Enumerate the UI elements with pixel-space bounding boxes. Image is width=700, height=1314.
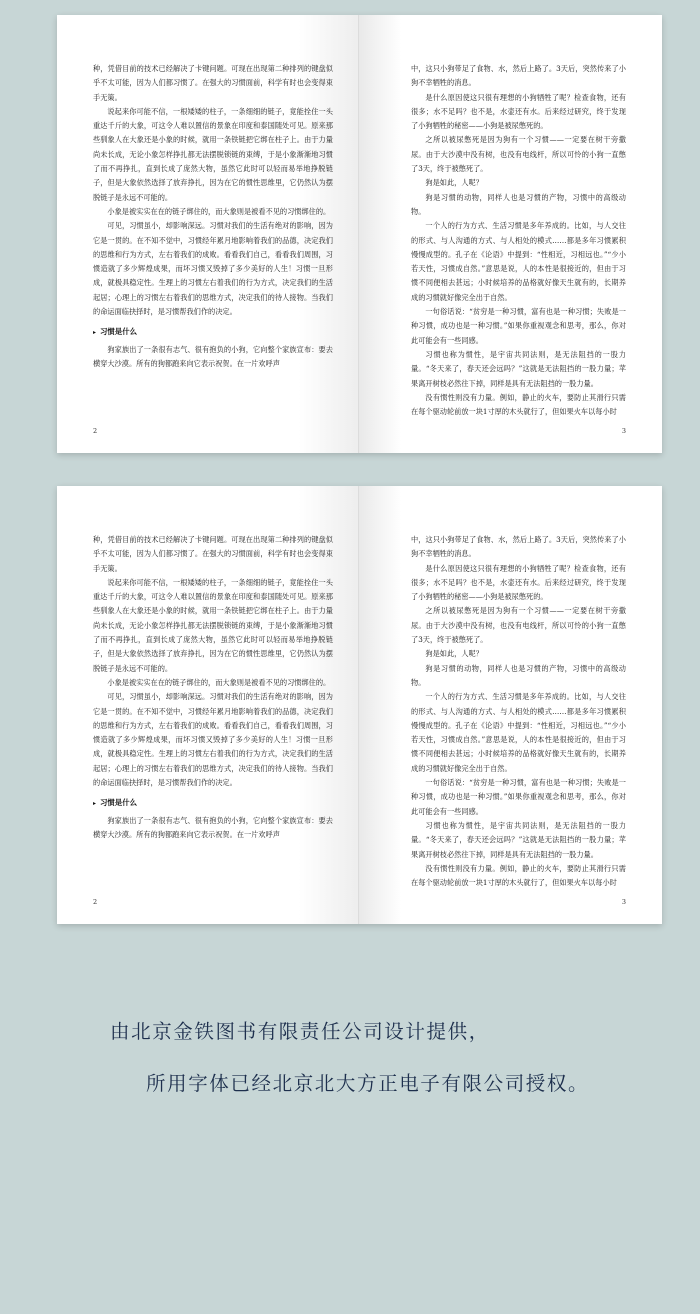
body-paragraph: 一句俗话说：“贫穷是一种习惯，富有也是一种习惯；失败是一种习惯，成功也是一种习惯。”如果你重视观念和思考，那么，你对此可能会有一些同感。 — [411, 778, 626, 816]
body-paragraph: 狗是习惯的动物，同样人也是习惯的产物，习惯中的高级动物。 — [411, 192, 626, 216]
left-page — [57, 486, 359, 924]
body-paragraph: 没有惯性则没有力量。例如，静止的火车，要防止其滑行只需在每个驱动轮前放一块1寸厚的木头就行了，但如果火车以每小时 — [411, 863, 626, 888]
page-number-left: 2 — [93, 427, 98, 435]
body-paragraph: 种，凭借目前的技术已经解决了卡键问题。可现在出现第二种排列的键盘似乎不太可能，因为人们都习惯了。在强大的习惯面前，科学有时也会变得束手无策。 — [93, 64, 333, 102]
left-page-body — [93, 62, 333, 319]
page-number-left: 2 — [93, 898, 98, 906]
body-paragraph: 说起来你可能不信，一根矮矮的柱子，一条细细的链子，竟能拴住一头重达千斤的大象，可这令人难以置信的景象在印度和泰国随处可见。原来那些驯象人在大象还是小象的时候，就用一条铁链把它绑在柱子上。由于力量尚未长成，无论小象怎样挣扎都无法摆脱锁链的束缚，于是小象渐渐地习惯了而不再挣扎，直到长成了庞然大物，虽然它此时可以轻而易举地挣脱链子，但是大象依然选择了放弃挣扎，因为在它的惯性思维里，它仍然认为摆脱链子是永远不可能的。 — [93, 577, 333, 673]
page-number-right: 3 — [621, 898, 626, 906]
body-paragraph: 小象是被实实在在的链子绑住的，而大象则是被看不见的习惯绑住的。 — [107, 206, 331, 216]
body-paragraph: 之所以被尿憋死是因为狗有一个习惯——一定要在树干旁撒尿。由于大沙漠中没有树，也没有电线杆，所以可怜的小狗一直憋了3天，终于被憋死了。 — [411, 606, 626, 645]
body-paragraph: 说起来你可能不信，一根矮矮的柱子，一条细细的链子，竟能拴住一头重达千斤的大象，可这令人难以置信的景象在印度和泰国随处可见。原来那些驯象人在大象还是小象的时候，就用一条铁链把它绑在柱子上。由于力量尚未长成，无论小象怎样挣扎都无法摆脱锁链的束缚，于是小象渐渐地习惯了而不再挣扎，直到长成了庞然大物，虽然它此时可以轻而易举地挣脱链子，但是大象依然选择了放弃挣扎，因为在它的惯性思维里，它仍然认为摆脱链子是永远不可能的。 — [93, 106, 333, 202]
body-paragraph: 习惯也称为惯性，是宇宙共同法则，是无法阻挡的一股力量。“冬天来了，春天还会远吗？”这就是无法阻挡的一股力量；苹果离开树枝必然往下掉，同样是具有无法阻挡的一股力量。 — [411, 349, 626, 388]
body-paragraph: 可见，习惯虽小，却影响深远。习惯对我们的生活有绝对的影响，因为它是一贯的。在不知不觉中，习惯经年累月地影响着我们的品德，决定我们的思维和行为方式，左右着我们的成败。看看我们自己，看看我们周围，习惯造就了多少辉煌成果，而坏习惯又毁掉了多少美好的人生！习惯一旦形成，就极具稳定性。生理上的习惯左右着我们的行为方式，决定我们的生活起居；心理上的习惯左右着我们的思维方式，决定我们的待人接物。当我们的命运面临抉择时，是习惯帮我们作的决定。 — [93, 221, 333, 317]
body-paragraph: 是什么原因使这只很有理想的小狗牺牲了呢？检查食物，还有很多；水不足吗？也不是，水壶还有水。后来经过研究，终于发现了小狗牺牲的秘密——小狗是被尿憋死的。 — [411, 92, 626, 131]
body-paragraph: 小象是被实实在在的链子绑住的，而大象则是被看不见的习惯绑住的。 — [107, 677, 331, 687]
body-paragraph: 狗是习惯的动物，同样人也是习惯的产物，习惯中的高级动物。 — [411, 663, 626, 687]
section-heading: ▸ 习惯是什么 — [93, 327, 137, 337]
right-page-body — [411, 62, 626, 419]
credit-line-1: 由北京金铁图书有限责任公司设计提供， — [110, 1020, 490, 1043]
body-paragraph: 种，凭借目前的技术已经解决了卡键问题。可现在出现第二种排列的键盘似乎不太可能，因为人们都习惯了。在强大的习惯面前，科学有时也会变得束手无策。 — [93, 535, 333, 573]
right-page — [359, 486, 662, 924]
body-paragraph: 之所以被尿憋死是因为狗有一个习惯——一定要在树干旁撒尿。由于大沙漠中没有树，也没有电线杆，所以可怜的小狗一直憋了3天，终于被憋死了。 — [411, 135, 626, 174]
right-page-body — [411, 533, 626, 890]
after-heading-paragraph: 狗家族出了一条很有志气、很有抱负的小狗，它向整个家族宣布：要去横穿大沙漠。所有的狗都跑来向它表示祝贺。在一片欢呼声 — [93, 344, 333, 368]
left-page-body — [93, 533, 333, 790]
body-paragraph: 中，这只小狗带足了食物、水，然后上路了。3天后，突然传来了小狗不幸牺牲的消息。 — [411, 535, 626, 559]
book-spread-2 — [57, 486, 662, 924]
body-paragraph: 一句俗话说：“贫穷是一种习惯，富有也是一种习惯；失败是一种习惯，成功也是一种习惯。”如果你重视观念和思考，那么，你对此可能会有一些同感。 — [411, 307, 626, 345]
body-paragraph: 中，这只小狗带足了食物、水，然后上路了。3天后，突然传来了小狗不幸牺牲的消息。 — [411, 64, 626, 88]
body-paragraph: 狗是如此，人呢？ — [425, 178, 483, 188]
book-spread-1 — [57, 15, 662, 453]
heading-marker-icon: ▸ — [93, 329, 97, 337]
after-heading-paragraph: 狗家族出了一条很有志气、很有抱负的小狗，它向整个家族宣布：要去横穿大沙漠。所有的狗都跑来向它表示祝贺。在一片欢呼声 — [93, 815, 333, 839]
page-number-right: 3 — [621, 427, 626, 435]
body-paragraph: 一个人的行为方式、生活习惯是多年养成的。比如，与人交往的形式、与人沟通的方式、与人相处的模式……都是多年习惯累积慢慢成型的。孔子在《论语》中提到：“性相近，习相远也。”“少小若天性，习惯成自然。”意思是说，人的本性是很接近的，但由于习惯不同便相去甚远；小时候培养的品格就好像天生就有的，长期养成的习惯就好像完全出于自然。 — [411, 692, 626, 773]
body-paragraph: 没有惯性则没有力量。例如，静止的火车，要防止其滑行只需在每个驱动轮前放一块1寸厚的木头就行了，但如果火车以每小时 — [411, 392, 626, 417]
left-page — [57, 15, 359, 453]
body-paragraph: 习惯也称为惯性，是宇宙共同法则，是无法阻挡的一股力量。“冬天来了，春天还会远吗？”这就是无法阻挡的一股力量；苹果离开树枝必然往下掉，同样是具有无法阻挡的一股力量。 — [411, 820, 626, 859]
body-paragraph: 是什么原因使这只很有理想的小狗牺牲了呢？检查食物，还有很多；水不足吗？也不是，水壶还有水。后来经过研究，终于发现了小狗牺牲的秘密——小狗是被尿憋死的。 — [411, 563, 626, 602]
body-paragraph: 狗是如此，人呢？ — [425, 649, 483, 659]
credit-line-2: 所用字体已经北京北大方正电子有限公司授权。 — [146, 1072, 590, 1095]
body-paragraph: 一个人的行为方式、生活习惯是多年养成的。比如，与人交往的形式、与人沟通的方式、与人相处的模式……都是多年习惯累积慢慢成型的。孔子在《论语》中提到：“性相近，习相远也。”“少小若天性，习惯成自然。”意思是说，人的本性是很接近的，但由于习惯不同便相去甚远；小时候培养的品格就好像天生就有的，长期养成的习惯就好像完全出于自然。 — [411, 221, 626, 302]
right-page — [359, 15, 662, 453]
heading-marker-icon: ▸ — [93, 800, 97, 808]
section-heading: ▸ 习惯是什么 — [93, 798, 137, 808]
body-paragraph: 可见，习惯虽小，却影响深远。习惯对我们的生活有绝对的影响，因为它是一贯的。在不知不觉中，习惯经年累月地影响着我们的品德，决定我们的思维和行为方式，左右着我们的成败。看看我们自己，看看我们周围，习惯造就了多少辉煌成果，而坏习惯又毁掉了多少美好的人生！习惯一旦形成，就极具稳定性。生理上的习惯左右着我们的行为方式，决定我们的生活起居；心理上的习惯左右着我们的思维方式，决定我们的待人接物。当我们的命运面临抉择时，是习惯帮我们作的决定。 — [93, 692, 333, 788]
